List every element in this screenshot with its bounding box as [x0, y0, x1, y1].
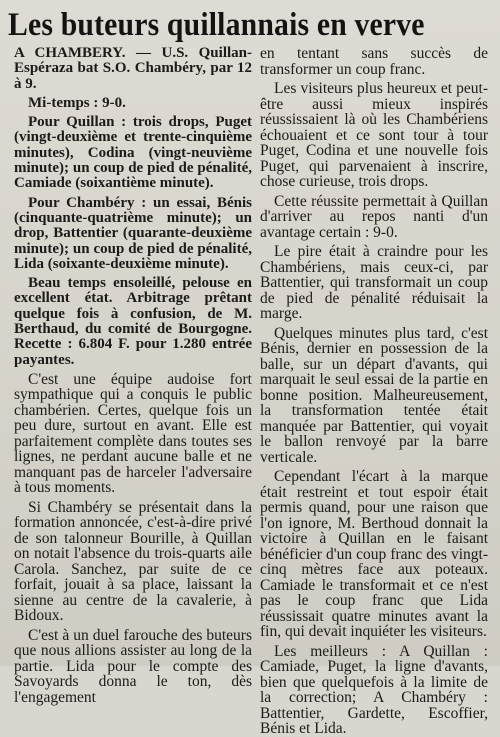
match-conditions: Beau temps ensoleillé, pelouse en excellent état. Arbitrage prêtant quelque fois à confusion, de M. Berthaud, du comité de Bourgogne. Recette : 6.804 F. pour 1.280 entrée payantes. [14, 275, 252, 368]
article-column-right [260, 45, 488, 737]
article-paragraph: Cette réussite permettait à Quillan d'arriver au repos nanti d'un avantage certain : 9-0. [260, 192, 488, 241]
half-time-score: Mi-temps : 9-0. [28, 94, 126, 111]
article-paragraph: en tentant sans succès de transformer un coup franc. [260, 45, 488, 78]
article-column-left [14, 45, 252, 706]
match-result: A CHAMBERY. — U.S. Quillan-Espéraza bat S.O. Chambéry, par 12 à 9. [14, 45, 252, 92]
article-headline: Les buteurs quillannais en verve [8, 7, 425, 43]
article-paragraph: Les visiteurs plus heureux et peut-être aussi mieux inspirés réussissaient là où les Chambériens échouaient et ce sont tour à tour Puget, Codina et une nouvelle fois Puget, qui parvenaient à inscrire, chose curieuse, trois drops. [260, 80, 488, 190]
chambery-scorers: Pour Chambéry : un essai, Bénis (cinquante-quatrième minute); un drop, Battentier (quarante-deuxième minute); un coup de pied de pénalité, Lida (soixante-deuxième minute). [14, 194, 252, 272]
article-paragraph: Le pire était à craindre pour les Chambériens, mais ceux-ci, par Battentier, qui transformait un coup de pied de pénalité réduisait la marge. [260, 243, 488, 322]
quillan-scorers: Pour Quillan : trois drops, Puget (vingt-deuxième et trente-cinquième minutes), Codina (vingt-neuvième minute); un coup de pied de pénalité, Camiade (soixantième minute). [14, 114, 252, 192]
article-paragraph: Quelques minutes plus tard, c'est Bénis, dernier en possession de la balle, sur un départ d'avants, qui marquait le seul essai de la partie en bonne position. Malheureusement, la transformation tentée était manquée par Battentier, qui voyait le ballon renvoyé par la barre verticale. [260, 324, 488, 466]
article-paragraph: C'est à un duel farouche des buteurs que nous allions assister au long de la partie. Lida pour le compte des Savoyards donna le ton, dès l'engagement [14, 626, 252, 706]
article-paragraph: Cependant l'écart à la marque était restreint et tout espoir était permis quand, pour une raison que l'on ignore, M. Berthoud donnait la victoire à Quillan en le faisant bénéficier d'un coup franc des vingt-cinq mètres face aux poteaux. Camiade le transformait et ce n'est pas le coup franc que Lida réussissait quatre minutes avant la fin, qui devait inquiéter les visiteurs. [260, 468, 488, 640]
best-players: Les meilleurs : A Quillan : Camiade, Puget, la ligne d'avants, bien que quelquefois à la limite de la correction; A Chambéry : Battentier, Gardette, Escoffier, Bénis et Lida. [260, 642, 488, 737]
article-paragraph: C'est une équipe audoise fort sympathique qui a conquis le public chambérien. Certes, quelque fois un peu dure, surtout en avant. Elle est parfaitement complète dans toutes ses lignes, ne perdant aucune balle et ne manquant pas de harceler l'adversaire à tous moments. [14, 370, 252, 497]
article-paragraph: Si Chambéry se présentait dans la formation annoncée, c'est-à-dire privé de son talonneur Bourille, à Quillan on notait l'absence du trois-quarts aile Carola. Sanchez, par suite de ce forfait, jouait à sa place, laissant la sienne au centre de la cavalerie, à Bidoux. [14, 498, 252, 625]
